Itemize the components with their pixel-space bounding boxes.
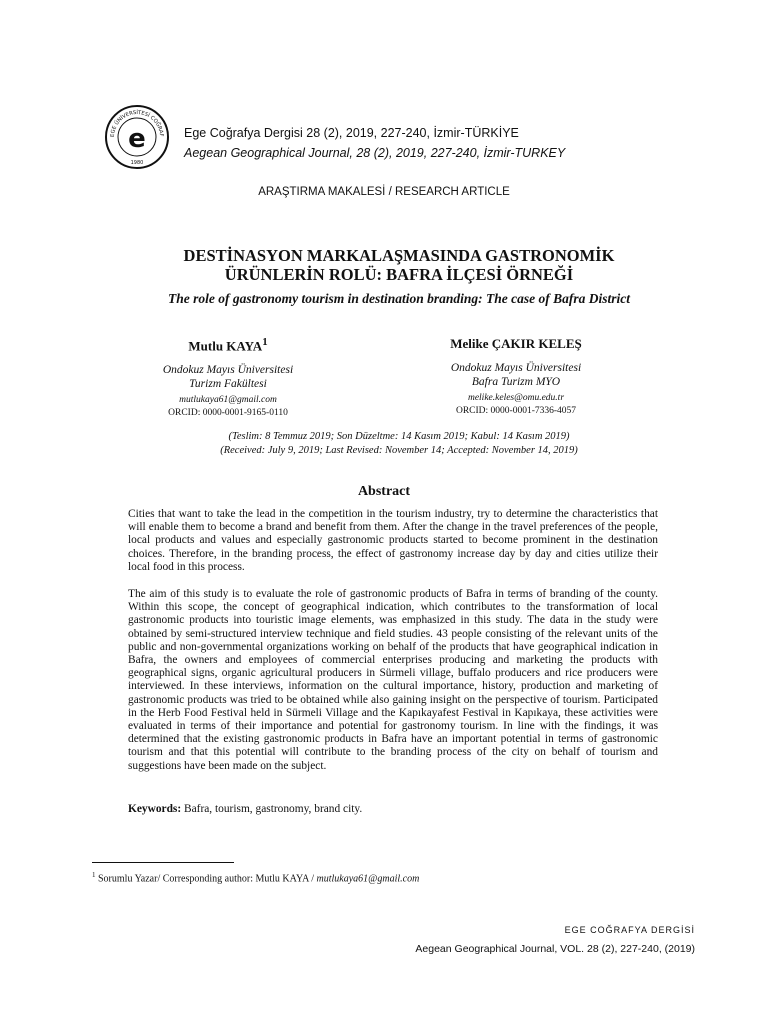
title-en: The role of gastronomy tourism in destination branding: The case of Bafra District: [167, 291, 631, 306]
keywords: [128, 803, 362, 815]
journal-citation-en: Aegean Geographical Journal, 28 (2), 2019, 227-240, İzmir-TURKEY: [184, 146, 566, 160]
footer-citation: Aegean Geographical Journal, VOL. 28 (2), 227-240, (2019): [415, 943, 695, 955]
title-tr: [130, 246, 668, 284]
author-orcid: ORCID: 0000-0001-9165-0110: [168, 408, 288, 419]
author-affiliation-university: Ondokuz Mayıs Üniversitesi: [162, 364, 294, 377]
keywords-list: Bafra, tourism, gastronomy, brand city.: [184, 803, 363, 815]
submission-dates: [150, 430, 648, 458]
logo-year: 1980: [130, 160, 144, 166]
article-type: ARAŞTIRMA MAKALESİ / RESEARCH ARTICLE: [258, 186, 510, 198]
author-block-1: [130, 336, 326, 418]
footnote-text: Sorumlu Yazar/ Corresponding author: Mutlu KAYA /: [98, 873, 317, 885]
title-tr-line2: ÜRÜNLERİN ROLÜ: BAFRA İLÇESİ ÖRNEĞİ: [224, 265, 574, 284]
footnote: [92, 871, 419, 884]
author-name: Melike ÇAKIR KELEŞ: [450, 336, 582, 351]
dates-tr: (Teslim: 8 Temmuz 2019; Son Düzeltme: 14 Kasım 2019; Kabul: 14 Kasım 2019): [228, 431, 570, 442]
abstract-paragraph-1: Cities that want to take the lead in the competition in the tourism industry, try to determine the characteristics that will enable them to become a brand and benefit from them. After the change in the travel preferences of the people, local products and values and especially gastronomic products started to become prominent in the destination choices. Therefore, in the branding process, the effect of gastronomy increase day by day and cities utilize their local food in this process.: [128, 508, 658, 573]
footer-journal-name: EGE COĞRAFYA DERGİSİ: [564, 925, 695, 935]
author-email[interactable]: melike.keles@omu.edu.tr: [467, 393, 565, 403]
abstract-heading: Abstract: [357, 484, 411, 499]
author-affiliation-faculty: Turizm Fakültesi: [189, 378, 267, 391]
keywords-label: Keywords:: [128, 803, 182, 815]
author-name: Mutlu KAYA$^1$: [188, 336, 268, 354]
author-footnote-mark: 1: [262, 336, 268, 348]
author-affiliation-university: Ondokuz Mayıs Üniversitesi: [450, 362, 582, 374]
logo-arc-text: EGE ÜNİVERSİTESİ COĞRAF: [109, 109, 165, 138]
footnote-mark: 1: [92, 871, 96, 879]
author-email[interactable]: mutlukaya61@gmail.com: [179, 395, 277, 406]
abstract-paragraph-2: The aim of this study is to evaluate the role of gastronomic products of Bafra in terms of branding of the county. Within this scope, the concept of geographical indication, which contributes to the transformation of local gastronomic products into touristic image elements, was emphasized in this study. The data in the study were obtained by semi-structured interview technique and field studies. 43 people consisting of the relevant units of the public and non-governmental organizations working on behalf of the products that have geographical indication in Bafra, the owners and employees of commercial enterprises producing and marketing the products with geographical signs, organic agricultural producers in Sürmeli village, buffalo producers and rice producers were interviewed. In these interviews, information on the cultural importance, history, production and marketing of gastronomic products was tried to be obtained while also gaining insight on the perspective of tourism. Participated in the Herb Food Festival held in Sürmeli Village and the Kapıkayafest Festival in Kapıkaya, these activities were evaluated in terms of their importance and potential for gastronomy tourism. In line with the findings, it was determined that the existing gastronomic products in Bafra have an important potential in terms of gastronomic tourism and that this potential will contribute to the branding process of the city on behalf of tourism and suggestions have been made on the subject.: [128, 588, 658, 772]
author-orcid: ORCID: 0000-0001-7336-4057: [455, 406, 577, 416]
title-tr-line1: DESTİNASYON MARKALAŞMASINDA GASTRONOMİK: [183, 246, 615, 265]
journal-logo: [104, 104, 170, 170]
author-affiliation-school: Bafra Turizm MYO: [471, 376, 561, 388]
logo-letter: e: [128, 124, 146, 154]
dates-en: (Received: July 9, 2019; Last Revised: November 14; Accepted: November 14, 2019): [220, 445, 578, 456]
footnote-email[interactable]: mutlukaya61@gmail.com: [316, 873, 420, 885]
footnote-divider: [92, 862, 234, 863]
author-block-2: [400, 336, 632, 416]
journal-citation-tr: Ege Coğrafya Dergisi 28 (2), 2019, 227-240, İzmir-TÜRKİYE: [184, 126, 519, 140]
